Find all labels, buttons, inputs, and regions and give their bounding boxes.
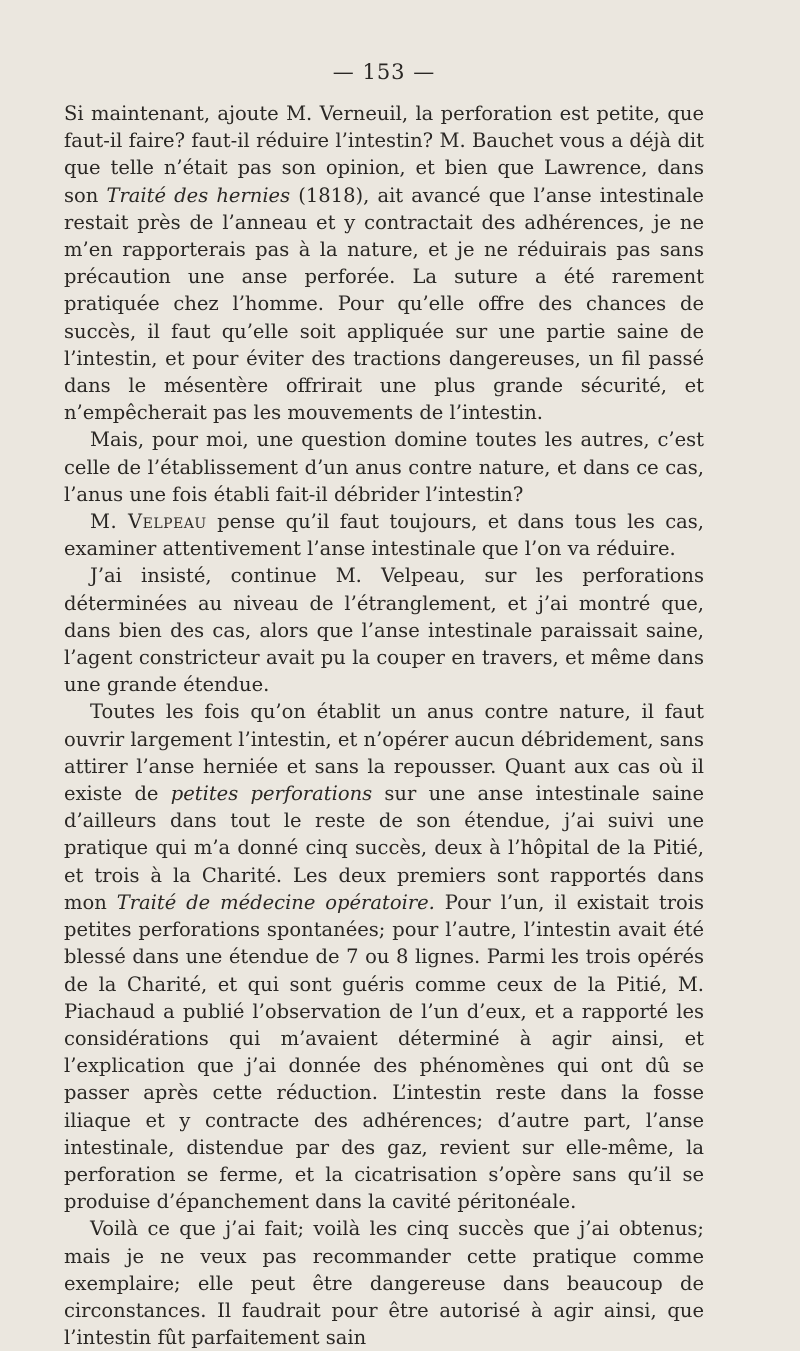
text-run: Toutes les fois qu’on établit un anus contre nature, il faut ouvrir largement l’intestin, et n’opérer aucun débridement, sans attirer l’anse herniée et sans la repousser. Quant aux cas où il existe de	[64, 700, 704, 806]
text-run: pense qu’il faut toujours, et dans tous les cas, examiner attentivement l’anse intestinale que l’on va réduire.	[64, 510, 704, 561]
page-number: — 153 —	[332, 60, 436, 84]
paragraph-anus-contre-nature	[64, 698, 704, 1215]
text-run: (1818), ait avancé que l’anse intestinale restait près de l’anneau et y contractait des adhérences, je ne m’en rapporterais pas à la nature, et je ne réduirais pas sans précaution une anse perforée. La suture a été rarement pratiquée chez l’homme. Pour qu’elle offre des chances de succès, il faut qu’elle soit appliquée sur une partie saine de l’intestin, et pour éviter des tractions dangereuses, un fil passé dans le mésentère offrirait une plus grande sécurité, et n’empêcherait pas les mouvements de l’intestin.	[64, 183, 704, 425]
text-run: Si maintenant, ajoute M. Verneuil, la perforation est petite, que faut-il faire? faut-il réduire l’intestin? M. Bauchet vous a déjà dit que telle n’était pas son opinion, et bien que Lawrence, dans son	[64, 102, 704, 207]
text-run: J’ai insisté, continue M. Velpeau, sur les perforations déterminées au niveau de l’étranglement, et j’ai montré que, dans bien des cas, alors que l’anse intestinale paraissait saine, l’agent constricteur avait pu la couper en travers, et même dans une grande étendue.	[64, 564, 704, 697]
paragraph-question	[64, 426, 704, 508]
italic-title: Traité des hernies	[106, 183, 291, 207]
text-run: sur une anse intestinale saine d’ailleurs dans tout le reste de son étendue, j’ai suivi une pratique qui m’a donné cinq succès, deux à l’hôpital de la Pitié, et trois à la Charité. Les deux premiers sont rapportés dans mon	[64, 782, 705, 914]
text-run: Mais, pour moi, une question domine toutes les autres, c’est celle de l’établissement d’un anus contre nature, et dans ce cas, l’anus une fois établi fait-il débrider l’intestin?	[64, 428, 704, 506]
paragraph-velpeau-reply	[64, 508, 704, 562]
text-run: Voilà ce que j’ai fait; voilà les cinq succès que j’ai obtenus; mais je ne veux pas recommander cette pratique comme exemplaire; elle peut être dangereuse dans beaucoup de circonstances. Il faudrait pour être autorisé à agir ainsi, que l’intestin fût parfaitement sain	[64, 1217, 704, 1350]
italic-title: Traité de médecine opératoire.	[116, 890, 435, 914]
body-text	[64, 100, 704, 1351]
paragraph-perforations	[64, 562, 704, 698]
paragraph-verneuil	[64, 100, 704, 426]
paragraph-conclusion	[64, 1215, 704, 1351]
text-run: Pour l’un, il existait trois petites perforations spontanées; pour l’autre, l’intestin avait été blessé dans une étendue de 7 ou 8 lignes. Parmi les trois opérés de la Charité, et qui sont guéris comme ceux de la Pitié, M. Piachaud a publié l’observation de l’un d’eux, et a rapporté les considérations qui m’avaient déterminé à agir ainsi, et l’explication que j’ai donnée des phénomènes qui ont dû se passer après cette réduction. L’intestin reste dans la fosse iliaque et y contracte des adhérences; d’autre part, l’anse intestinale, distendue par des gaz, revient sur elle-même, la perforation se ferme, et la cicatrisation s’opère sans qu’il se produise d’épanchement dans la cavité péritonéale.	[64, 890, 705, 1214]
italic-title: petites perforations	[170, 782, 373, 806]
speaker-name: M. Velpeau	[90, 510, 207, 534]
